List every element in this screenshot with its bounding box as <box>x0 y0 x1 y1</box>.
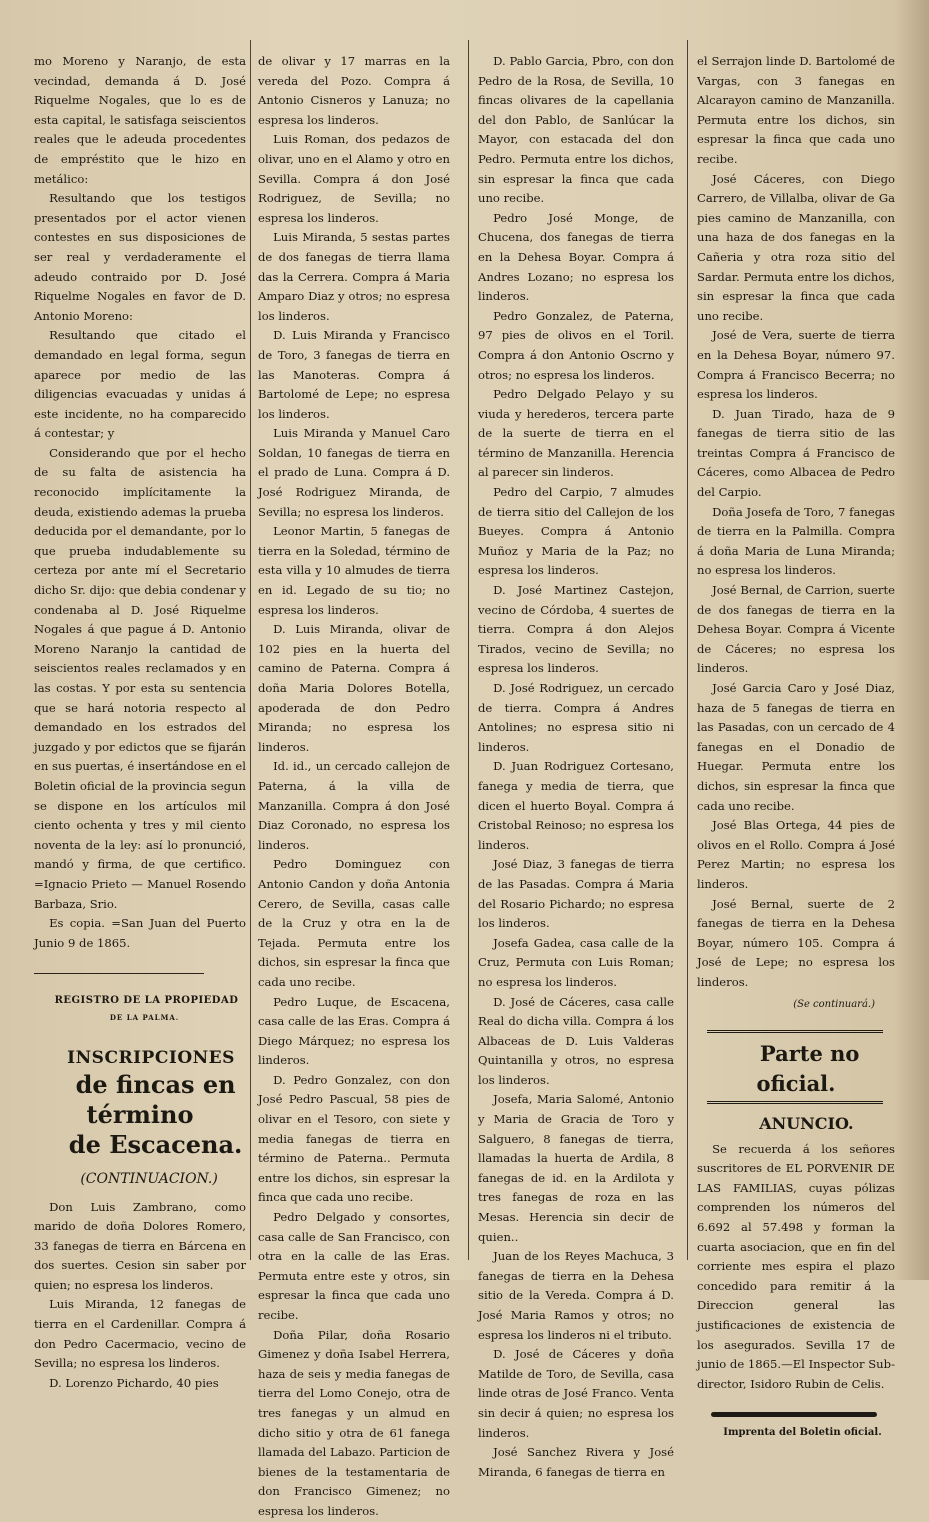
registro-heading: REGISTRO DE LA PROPIEDAD <box>54 995 239 1007</box>
inscripciones-title: INSCRIPCIONES <box>67 1047 235 1068</box>
column-rule <box>468 40 469 1260</box>
column-2 <box>258 52 450 1518</box>
column-rule <box>250 40 251 1260</box>
double-rule <box>707 1030 883 1033</box>
paragraph: Pedro Gonzalez, de Paterna, 97 pies de olivos en el Toril. Compra á don Antonio Oscrno y otros; no espresa los linderos. <box>478 308 674 382</box>
paragraph: Pedro Dominguez con Antonio Candon y doña Antonia Cerero, de Sevilla, casas calle de la Cruz y otra en la de Tejada. Permuta entre los dichos, sin espresar la finca que cada uno recibe. <box>258 857 450 989</box>
paragraph: Pedro José Monge, de Chucena, dos fanegas de tierra en la Dehesa Boyar. Compra á Andres Lozano; no espresa los linderos. <box>478 210 674 304</box>
column-1 <box>34 52 246 1390</box>
paragraph: Juan de los Reyes Machuca, 3 fanegas de tierra en la Dehesa sitio de la Vereda. Compra á D. José Maria Ramos y otros; no espresa los linderos ni el tributo. <box>478 1249 674 1342</box>
fincas-title: de fincas en término <box>75 1069 236 1129</box>
paragraph: Pedro Luque, de Escacena, casa calle de las Eras. Compra á Diego Márquez; no espresa los linderos. <box>258 994 450 1068</box>
paragraph: D. Juan Tirado, haza de 9 fanegas de tierra sitio de las treintas Compra á Francisco de Cáceres, como Albacea de Pedro del Carpio. <box>697 406 895 500</box>
registro-subheading: DE LA PALMA. <box>109 1013 180 1023</box>
paragraph: Resultando que los testigos presentados por el actor vienen contestes en sus disposiciones de ser real y verdaderamente el adeudo contraido por D. José Riquelme Nogales en favor de D. Antonio Moreno: <box>34 191 246 323</box>
paragraph: Leonor Martin, 5 fanegas de tierra en la Soledad, término de esta villa y 10 almudes de tierra en id. Legado de su tio; no espresa los linderos. <box>258 524 450 617</box>
paragraph: José Diaz, 3 fanegas de tierra de las Pasadas. Compra á Maria del Rosario Pichardo; no espresa los linderos. <box>478 857 674 931</box>
paragraph: Luis Miranda, 5 sestas partes de dos fanegas de tierra llama das la Cerrera. Compra á Maria Amparo Diaz y otros; no espresa los linderos. <box>258 230 450 323</box>
parte-no-oficial-heading: Parte no oficial. <box>756 1041 860 1097</box>
section-divider <box>34 973 204 974</box>
paragraph: José Bernal, de Carrion, suerte de dos fanegas de tierra en la Dehesa Boyar. Compra á Vicente de Cáceres; no espresa los linderos. <box>697 583 895 676</box>
paragraph: Luis Miranda, 12 fanegas de tierra en el Cardenillar. Compra á don Pedro Cacermacio, vecino de Sevilla; no espresa los linderos. <box>34 1297 246 1371</box>
paragraph: mo Moreno y Naranjo, de esta vecindad, demanda á D. José Riquelme Nogales, que lo es de esta capital, le satisfaga seiscientos reales que le adeuda procedentes de empréstito que le hizo en metálico: <box>34 54 246 186</box>
column-4 <box>697 52 895 1439</box>
se-continuara-label: (Se continuará.) <box>793 998 875 1010</box>
paragraph: Josefa, Maria Salomé, Antonio y Maria de Gracia de Toro y Salguero, 8 fanegas de tierra, llamadas la huerta de Ardila, 8 fanegas de id. en la Ardilota y tres fanegas de roza en las Mesas. Herencia sin decir de quien.. <box>478 1092 674 1244</box>
paragraph: Considerando que por el hecho de su falta de asistencia ha reconocido implícitamente la deuda, existiendo ademas la prueba deducida por el demandante, por lo que prueba indudablemente su certeza por ante mí el Secretario dicho Sr. dijo: que debia condenar y condenaba al D. José Riquelme Nogales á que pague á D. Antonio Moreno Naranjo la cantidad de seiscientos reales reclamados y en las costas. Y por esta su sentencia que se hará notoria respecto al demandado en los estrados del juzgado y por edictos que se fijarán en sus puertas, é insertándose en el Boletin oficial de la provincia segun se dispone en los artículos mil ciento ochenta y tres y mil ciento noventa de la ley: así lo pronunció, mandó y firma, de que certifico. =Ignacio Prieto — Manuel Rosendo Barbaza, Srio. <box>34 445 246 911</box>
paragraph: D. José de Cáceres y doña Matilde de Toro, de Sevilla, casa linde otras de José Franco. Venta sin decir á quien; no espresa los linderos. <box>478 1347 674 1440</box>
paragraph: el Serrajon linde D. Bartolomé de Vargas, con 3 fanegas en Alcarayon camino de Manzanilla. Permuta entre los dichos, sin espresar la finca que cada uno recibe. <box>697 54 895 166</box>
escacena-title: de Escacena. <box>68 1129 243 1159</box>
imprenta-footer: Imprenta del Boletin oficial. <box>723 1427 882 1439</box>
paragraph: Pedro Delgado Pelayo y su viuda y herederos, tercera parte de la suerte de tierra en el término de Manzanilla. Herencia al parecer sin linderos. <box>478 387 674 480</box>
ornament-rule <box>711 1412 877 1417</box>
paragraph: de olivar y 17 marras en la vereda del Pozo. Compra á Antonio Cisneros y Lanuza; no espresa los linderos. <box>258 54 450 127</box>
paragraph: Se recuerda á los señores suscritores de EL PORVENIR DE LAS FAMILIAS, cuyas pólizas comprenden los números del 6.692 al 57.498 y forman la cuarta asociacion, que en fin del corriente mes espira el plazo concedido para remitir á la Direccion general las justificaciones de existencia de los asegurados. Sevilla 17 de junio de 1865.—El Inspector Sub-director, Isidoro Rubin de Celis. <box>697 1141 895 1391</box>
paragraph: D. Juan Rodriguez Cortesano, fanega y media de tierra, que dicen el huerto Boyal. Compra á Cristobal Reinoso; no espresa los linderos. <box>478 759 674 852</box>
paragraph: D. Pedro Gonzalez, con don José Pedro Pascual, 58 pies de olivar en el Tesoro, con siete y media fanegas de tierra en término de Paterna.. Permuta entre los dichos, sin espresar la finca que cada uno recibe. <box>258 1072 450 1205</box>
paragraph: Josefa Gadea, casa calle de la Cruz, Permuta con Luis Roman; no espresa los linderos. <box>478 935 674 989</box>
paragraph: José Bernal, suerte de 2 fanegas de tierra en la Dehesa Boyar, número 105. Compra á José de Lepe; no espresa los linderos. <box>697 896 895 989</box>
double-rule <box>707 1101 883 1104</box>
paragraph: Don Luis Zambrano, como marido de doña Dolores Romero, 33 fanegas de tierra en Bárcena en dos suertes. Cesion sin saber por quien; no espresa los linderos. <box>34 1199 246 1292</box>
paragraph: José Sanchez Rivera y José Miranda, 6 fanegas de tierra en <box>478 1445 674 1479</box>
paragraph: D. Lorenzo Pichardo, 40 pies <box>49 1375 219 1390</box>
page-edge-shadow <box>895 0 929 1280</box>
paragraph: Id. id., un cercado callejon de Paterna, á la villa de Manzanilla. Compra á don José Diaz Coronado, no espresa los linderos. <box>258 759 450 852</box>
paragraph: José Cáceres, con Diego Carrero, de Villalba, olivar de Ga pies camino de Manzanilla, con una haza de dos fanegas en la Cañeria y otra roza sitio del Sardar. Permuta entre los dichos, sin espresar la finca que cada uno recibe. <box>697 171 895 323</box>
column-rule <box>687 40 688 1260</box>
paragraph: Resultando que citado el demandado en legal forma, segun aparece por medio de las diligencias evacuadas y unidas á este incidente, no ha comparecido á contestar; y <box>34 328 246 441</box>
paragraph: D. José de Cáceres, casa calle Real do dicha villa. Compra á los Albaceas de D. Luis Valderas Quintanilla y otros, no espresa los linderos. <box>478 994 674 1087</box>
paragraph: José Blas Ortega, 44 pies de olivos en el Rollo. Compra á José Perez Martin; no espresa los linderos. <box>697 818 895 891</box>
column-3 <box>478 52 674 1479</box>
paragraph: Es copia. =San Juan del Puerto Junio 9 de 1865. <box>34 916 246 950</box>
paragraph: D. Luis Miranda y Francisco de Toro, 3 fanegas de tierra en las Manoteras. Compra á Bartolomé de Lepe; no espresa los linderos. <box>258 328 450 421</box>
paragraph: Pedro Delgado y consortes, casa calle de San Francisco, con otra en la calle de las Eras. Permuta entre este y otros, sin espresar la finca que cada uno recibe. <box>258 1210 450 1322</box>
paragraph: Doña Josefa de Toro, 7 fanegas de tierra en la Palmilla. Compra á doña Maria de Luna Miranda; no espresa los linderos. <box>697 504 895 578</box>
continuacion-label: (CONTINUACION.) <box>80 1170 218 1187</box>
paragraph: D. Luis Miranda, olivar de 102 pies en la huerta del camino de Paterna. Compra á doña Maria Dolores Botella, apoderada de don Pedro Miranda; no espresa los linderos. <box>258 622 450 754</box>
paragraph: D. José Martinez Castejon, vecino de Córdoba, 4 suertes de tierra. Compra á don Alejos Tirados, vecino de Sevilla; no espresa los linderos. <box>478 583 674 676</box>
paragraph: José Garcia Caro y José Diaz, haza de 5 fanegas de tierra en las Pasadas, con un cercado de 4 fanegas en el Donadio de Huegar. Permuta entre los dichos, sin espresar la finca que cada uno recibe. <box>697 681 895 813</box>
paragraph: Pedro del Carpio, 7 almudes de tierra sitio del Callejon de los Bueyes. Compra á Antonio Muñoz y Maria de la Paz; no espresa los linderos. <box>478 485 674 578</box>
paragraph: D. Pablo Garcia, Pbro, con don Pedro de la Rosa, de Sevilla, 10 fincas olivares de la capellania del don Pablo, de Sanlúcar la Mayor, con estacada del don Pedro. Permuta entre los dichos, sin espresar la finca que cada uno recibe. <box>478 54 674 206</box>
paragraph: Luis Miranda y Manuel Caro Soldan, 10 fanegas de tierra en el prado de Luna. Compra á D. José Rodriguez Miranda, de Sevilla; no espresa los linderos. <box>258 426 450 519</box>
anuncio-heading: ANUNCIO. <box>759 1114 854 1134</box>
paragraph: Doña Pilar, doña Rosario Gimenez y doña Isabel Herrera, haza de seis y media fanegas de tierra del Lomo Conejo, otra de tres fanegas y un almud en dicho sitio y otra de 61 fanega llamada del Labazo. Particion de bienes de la testamentaria de don Francisco Gimenez; no espresa los linderos. <box>258 1327 450 1518</box>
paragraph: José de Vera, suerte de tierra en la Dehesa Boyar, número 97. Compra á Francisco Becerra; no espresa los linderos. <box>697 328 895 402</box>
paragraph: Luis Roman, dos pedazos de olivar, uno en el Alamo y otro en Sevilla. Compra á don José Rodriguez, de Sevilla; no espresa los linderos. <box>258 132 450 225</box>
paragraph: D. José Rodriguez, un cercado de tierra. Compra á Andres Antolines; no espresa sitio ni linderos. <box>478 681 674 754</box>
